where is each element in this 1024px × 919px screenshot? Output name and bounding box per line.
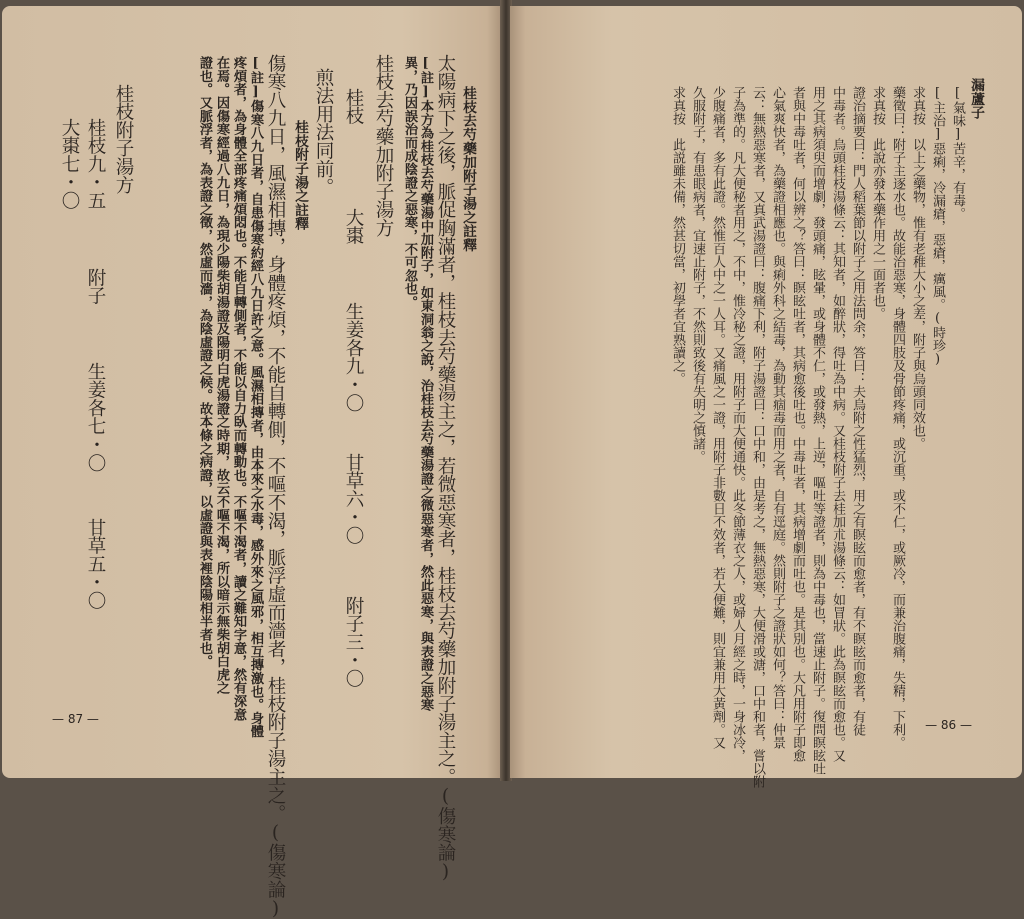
recipe-item: 桂枝 [343, 88, 364, 125]
text-column: 藥徵曰：附子主逐水也。故能治惡寒，身體四肢及骨節疼痛，或沉重，或不仁，或厥冷，而兼治腹痛，失精，下利。 [890, 86, 905, 749]
text-column: 久服附子，有患眼病者，宜速止附子，不然則致後有失明之慎諸。 [690, 86, 705, 463]
text-column: [註]本方為桂枝去芍藥湯中加附子，如東洞翁之說，治桂枝去芍藥湯證之微惡寒者，然此惡寒，與表證之惡寒 [418, 56, 433, 712]
section-heading-2: 桂枝附子湯之註釋 [292, 120, 308, 231]
section-heading: 漏蘆子 [968, 78, 984, 120]
text-column: 桂枝附子湯方 [113, 84, 134, 194]
text-column: 云：無熱惡寒者，又真武湯證曰：腹痛下利，附子湯證曰：口中和，由是考之，無熱惡寒，大便滑或溏，口中和者，嘗以附 [750, 86, 765, 788]
text-column: 疼煩者，為身體全部疼痛煩悶也。不能自轉側者，不能以自力臥而轉動也。不嘔不渴者，讀之難知字意，然有深意 [231, 56, 246, 721]
recipe-item: 生姜各九・〇 [343, 302, 364, 412]
recipe-item: 大棗 [343, 208, 364, 245]
text-column: 證也。又脈浮者，為表證之徵，然虛而濇，為陰虛證之候。故本條之病證，以虛證與表裡陰陽相半者也。 [197, 56, 212, 668]
text-column: 傷寒八九日，風濕相摶，身體疼煩，不能自轉側，不嘔不渴，脈浮虛而濇者，桂枝附子湯主之。(傷寒論) [265, 54, 286, 919]
text-column: 求真按 此說亦發本藥作用之一面者也。 [870, 86, 885, 320]
recipe-item: 附子三・〇 [343, 596, 364, 688]
text-column: 異，乃因誤治而成陰證之惡寒，不可忽也。 [402, 56, 417, 309]
text-column: 求真按 此説雖未備，然甚切當，初學者宜熟讀之。 [670, 86, 685, 385]
recipe-item: 甘草五・〇 [85, 518, 106, 610]
text-column: 子為準的。凡大便秘者用之，不中，惟冷秘之證，用附子而大便通快。此冬節薄衣之人，或婦人月經之時，一身冰冷， [730, 86, 745, 762]
right-page [510, 6, 1022, 788]
text-column: 心氣爽快者，為藥證相應也。與痢外科之結毒，為動其痼毒而用之者，自有逕庭。然則附子之證狀如何？答曰：仲景 [770, 86, 785, 749]
recipe-item: 附子 [85, 268, 106, 305]
text-column: [註]傷寒八九日者，自患傷寒約經八九日許之意。風濕相摶者，由本來之水毒，感外來之風邪，相互摶激也。身體 [248, 56, 263, 738]
text-column: 用之其病須臾而增劇，發頭痛，眩暈，或身體不仁，或發熱，上逆，嘔吐等證者，則為中毒也，當速止附子。復問瞑眩吐 [810, 86, 825, 775]
page-number: — 87 — [52, 712, 99, 726]
text-column: 證治摘要曰：門人稻葉節以附子之用法問余，答曰：夫烏附之性猛烈，用之有瞑眩而愈者，有不瞑眩而愈者，有徒 [850, 86, 865, 736]
text-column: 桂枝去芍藥加附子湯方 [373, 54, 394, 238]
page-number: — 86 — [925, 718, 972, 732]
section-heading-1: 桂枝去芍藥加附子湯之註釋 [460, 86, 476, 252]
text-column: 在焉。因傷寒經過八九日，為現少陽柴胡湯證及陽明白虎湯證之時期，故云不嘔不渴，所以暗示無柴胡白虎之 [214, 56, 229, 695]
left-page [2, 6, 502, 919]
recipe-item: 甘草六・〇 [343, 453, 364, 545]
text-column: 太陽病下之後，脈促胸滿者，桂枝去芍藥湯主之，若微惡寒者，桂枝去芍藥加附子湯主之。(傷寒論) [435, 54, 456, 883]
text-column: 者與中毒吐者，何以辨之？答曰：瞑眩吐者，其病愈後吐也。中毒吐者，其病增劇而吐也。是其別也。大凡用附子即愈 [790, 86, 805, 762]
text-column: 中毒者。烏頭桂枝湯條云：其知者，如醉狀，得吐為中病。又桂枝附子去桂加朮湯條云：如冒狀。此為瞑眩而愈也。又 [830, 86, 845, 762]
recipe-item: 生姜各七・〇 [85, 362, 106, 472]
text-column: 少腹痛者，多有此證。然惟百人中之一人耳。又痛風之一證，用附子非數日不效者，若大便難，則宜兼用大黃劑。又 [710, 86, 725, 749]
recipe-item: 大棗七・〇 [59, 118, 80, 210]
text-column: [主治]惡痢，冷漏瘡，惡瘡，癘風。(時珍) [930, 86, 945, 367]
text-column: 煎法用法同前。 [313, 68, 334, 197]
text-column: 求真按 以上之藥物，惟有老稚大小之差，附子與烏頭同效也。 [910, 86, 925, 450]
recipe-item: 桂枝九・五 [85, 118, 106, 210]
text-column: [氣味]苦辛，有毒。 [950, 86, 965, 220]
